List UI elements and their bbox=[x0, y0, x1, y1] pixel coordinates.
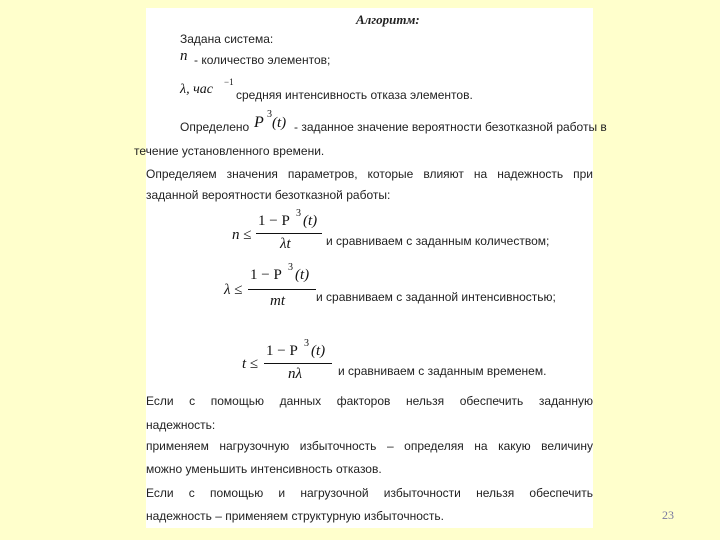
algorithm-title: Алгоритм: bbox=[356, 12, 420, 27]
formula-t-superscript: 3 bbox=[304, 338, 309, 349]
params-line-2: заданной вероятности безотказной работы: bbox=[146, 188, 391, 202]
formula-lambda-numerator: 1 − P bbox=[250, 267, 282, 283]
determined-label: Определено bbox=[180, 120, 250, 134]
formula-n-fraction-bar bbox=[256, 233, 322, 234]
slide-page bbox=[134, 8, 607, 528]
lambda-exponent: −1 bbox=[224, 77, 234, 87]
p-symbol: P bbox=[254, 114, 264, 131]
paragraph-3-line-2: надежность – применяем структурную избыточность. bbox=[146, 509, 444, 523]
paragraph-2-line-1: применяем нагрузочную избыточность – определяя на какую величину bbox=[146, 439, 593, 453]
formula-lambda-fraction-bar bbox=[248, 289, 316, 290]
paragraph-1-line-2: надежность: bbox=[146, 418, 216, 432]
formula-t-lhs: t ≤ bbox=[242, 356, 259, 372]
formula-t-denominator: nλ bbox=[288, 366, 302, 382]
formula-t-fraction-bar bbox=[264, 363, 332, 364]
formula-n-superscript: 3 bbox=[296, 208, 301, 219]
lambda-description: средняя интенсивность отказа элементов. bbox=[236, 88, 473, 102]
formula-lambda-text: и сравниваем с заданной интенсивностью; bbox=[316, 290, 556, 304]
formula-n-numerator: 1 − P bbox=[258, 213, 290, 229]
params-line-1: Определяем значения параметров, которые влияют на надежность при bbox=[146, 167, 593, 181]
formula-t-text: и сравниваем с заданным временем. bbox=[338, 364, 547, 378]
formula-lambda-argument: (t) bbox=[295, 267, 310, 283]
n-description: - количество элементов; bbox=[194, 53, 331, 67]
determined-description: - заданное значение вероятности безотказной работы в bbox=[294, 120, 607, 134]
formula-n-argument: (t) bbox=[303, 213, 318, 229]
paragraph-3-line-1: Если с помощью и нагрузочной избыточности нельзя обеспечить bbox=[146, 486, 593, 500]
formula-t-argument: (t) bbox=[311, 343, 326, 359]
formula-t-numerator: 1 − P bbox=[266, 343, 298, 359]
given-system-label: Задана система: bbox=[180, 32, 274, 46]
paragraph-1-line-1: Если с помощью данных факторов нельзя обеспечить заданную bbox=[146, 394, 593, 408]
formula-n-lhs: n ≤ bbox=[232, 227, 252, 243]
n-variable: n bbox=[180, 48, 188, 64]
determined-continuation: течение установленного времени. bbox=[134, 144, 325, 158]
formula-n-text: и сравниваем с заданным количеством; bbox=[326, 234, 550, 248]
formula-n-denominator: λt bbox=[280, 236, 291, 252]
page-number: 23 bbox=[662, 508, 674, 522]
formula-lambda-denominator: mt bbox=[270, 293, 285, 309]
paragraph-2-line-2: можно уменьшить интенсивность отказов. bbox=[146, 462, 382, 476]
formula-lambda-lhs: λ ≤ bbox=[224, 282, 243, 298]
formula-lambda-superscript: 3 bbox=[288, 262, 293, 273]
lambda-variable: λ, час bbox=[180, 82, 213, 97]
p-argument: (t) bbox=[272, 115, 287, 131]
p-superscript: 3 bbox=[267, 109, 272, 120]
